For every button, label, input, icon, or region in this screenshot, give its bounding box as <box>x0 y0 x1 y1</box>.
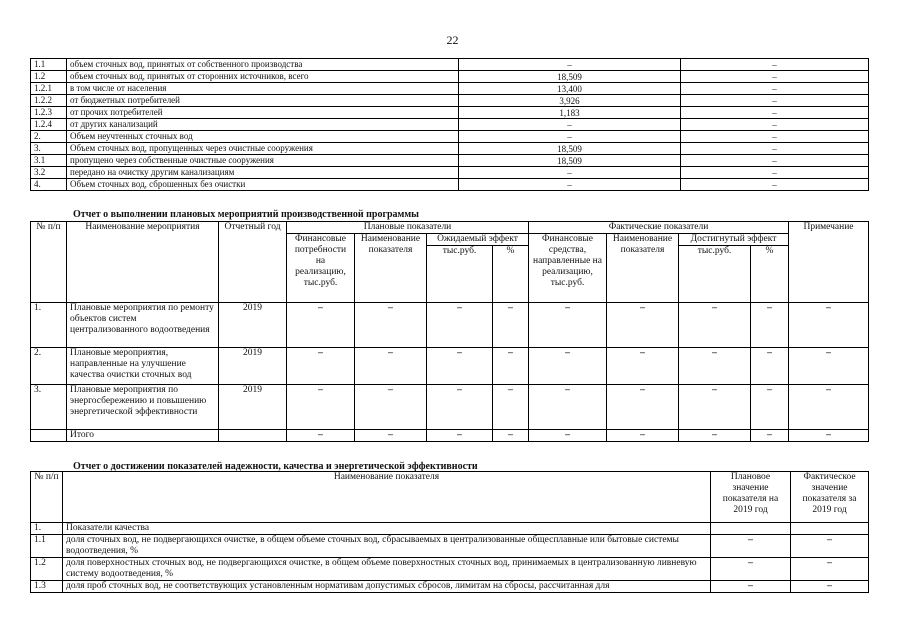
table-row <box>31 107 869 119</box>
cell-dash: – <box>679 430 751 442</box>
fact-value: – <box>681 155 869 167</box>
table-row <box>31 303 869 348</box>
header-year: Отчетный год <box>219 222 287 303</box>
fact-value: – <box>681 71 869 83</box>
cell-dash: – <box>493 430 529 442</box>
cell-dash: – <box>751 303 789 348</box>
cell-dash: – <box>355 430 427 442</box>
row-number: 1.2.1 <box>31 83 67 95</box>
table-row <box>31 71 869 83</box>
row-year <box>219 430 287 442</box>
fact-value: – <box>681 143 869 155</box>
header-num: № п/п <box>31 472 63 523</box>
plan-value: – <box>459 131 681 143</box>
row-number: 2. <box>31 348 67 385</box>
plan-value: 18,509 <box>459 155 681 167</box>
row-number: 3.1 <box>31 155 67 167</box>
header-fact-effect: Достигнутый эффект <box>679 234 789 246</box>
plan-value: – <box>459 179 681 191</box>
plan-value: – <box>459 119 681 131</box>
fact-value: – <box>681 119 869 131</box>
header-row <box>31 222 869 234</box>
row-name: объем сточных вод, принятых от собственного производства <box>67 59 459 71</box>
row-year: 2019 <box>219 385 287 430</box>
fact-value: – <box>791 558 869 581</box>
total-row <box>31 430 869 442</box>
cell-dash: – <box>287 303 355 348</box>
cell-dash: – <box>789 303 869 348</box>
header-plan-rub: тыс.руб. <box>427 246 493 303</box>
table-row <box>31 83 869 95</box>
table-row <box>31 59 869 71</box>
row-number: 1.2.2 <box>31 95 67 107</box>
row-name: от бюджетных потребителей <box>67 95 459 107</box>
row-number: 1.3 <box>31 581 63 593</box>
row-name: доля сточных вод, не подвергающихся очистке, в общем объеме сточных вод, сбрасываемых в централизованные общесплавные или бытовые системы водоотведения, % <box>63 535 711 558</box>
header-plan-effect: Ожидаемый эффект <box>427 234 529 246</box>
cell-dash: – <box>287 385 355 430</box>
cell-dash: – <box>607 430 679 442</box>
header-note: Примечание <box>789 222 869 303</box>
cell-dash: – <box>355 303 427 348</box>
fact-value: – <box>681 179 869 191</box>
row-name: Объем сточных вод, сброшенных без очистки <box>67 179 459 191</box>
cell-dash: – <box>751 385 789 430</box>
plan-value: 18,509 <box>459 71 681 83</box>
row-name: Показатели качества <box>63 523 711 535</box>
header-fact-indicator: Наименование показателя <box>607 234 679 303</box>
row-number <box>31 430 67 442</box>
row-name: Объем неучтенных сточных вод <box>67 131 459 143</box>
plan-value: – <box>711 558 791 581</box>
header-fact-pct: % <box>751 246 789 303</box>
cell-dash: – <box>427 430 493 442</box>
cell-dash: – <box>789 385 869 430</box>
table-row <box>31 558 869 581</box>
row-number: 3. <box>31 143 67 155</box>
cell-dash: – <box>355 385 427 430</box>
plan-value: – <box>711 535 791 558</box>
row-name: передано на очистку другим канализациям <box>67 167 459 179</box>
cell-dash: – <box>607 385 679 430</box>
row-name: доля поверхностных сточных вод, не подвергающихся очистке, в общем объеме поверхностных сточных вод, принимаемых в централизованную ливневую систему водоотведения, % <box>63 558 711 581</box>
cell-dash: – <box>789 348 869 385</box>
page-number: 22 <box>446 33 459 47</box>
cell-dash: – <box>789 430 869 442</box>
cell-dash: – <box>355 348 427 385</box>
cell-dash: – <box>287 430 355 442</box>
table-row <box>31 167 869 179</box>
table-row <box>31 581 869 593</box>
table-row <box>31 119 869 131</box>
row-number: 1. <box>31 523 63 535</box>
header-plan-group: Плановые показатели <box>287 222 529 234</box>
row-name: от других канализаций <box>67 119 459 131</box>
plan-value: – <box>459 59 681 71</box>
cell-dash: – <box>679 348 751 385</box>
fact-value: – <box>791 581 869 593</box>
row-number: 4. <box>31 179 67 191</box>
row-number: 2. <box>31 131 67 143</box>
wastewater-volume-table <box>30 58 869 191</box>
table-row <box>31 348 869 385</box>
cell-dash: – <box>493 348 529 385</box>
cell-dash: – <box>679 303 751 348</box>
header-name: Наименование показателя <box>63 472 711 523</box>
row-year: 2019 <box>219 348 287 385</box>
table-row <box>31 535 869 558</box>
table-row <box>31 385 869 430</box>
row-name: Плановые мероприятия по ремонту объектов систем централизованного водоотведения <box>67 303 219 348</box>
fact-value: – <box>681 107 869 119</box>
header-plan: Плановое значение показателя на 2019 год <box>711 472 791 523</box>
table-row <box>31 155 869 167</box>
cell-dash: – <box>529 348 607 385</box>
row-number: 1. <box>31 303 67 348</box>
fact-value: – <box>681 167 869 179</box>
plan-value: 13,400 <box>459 83 681 95</box>
row-name: пропущено через собственные очистные сооружения <box>67 155 459 167</box>
row-number: 1.2.4 <box>31 119 67 131</box>
row-number: 1.1 <box>31 59 67 71</box>
table-row <box>31 523 869 535</box>
fact-value: – <box>681 131 869 143</box>
table-row <box>31 179 869 191</box>
header-num: № п/п <box>31 222 67 303</box>
row-number: 1.2.3 <box>31 107 67 119</box>
fact-value: – <box>681 95 869 107</box>
row-name: в том числе от населения <box>67 83 459 95</box>
cell-dash: – <box>493 385 529 430</box>
header-fact: Фактическое значение показателя за 2019 год <box>791 472 869 523</box>
header-plan-indicator: Наименование показателя <box>355 234 427 303</box>
plan-value: 1,183 <box>459 107 681 119</box>
row-name: объем сточных вод, принятых от сторонних источников, всего <box>67 71 459 83</box>
cell-dash: – <box>607 348 679 385</box>
fact-value: – <box>681 59 869 71</box>
indicators-report-caption: Отчет о достижении показателей надежности, качества и энергетической эффективности <box>73 461 478 472</box>
fact-value <box>791 523 869 535</box>
table-row <box>31 143 869 155</box>
row-name: Объем сточных вод, пропущенных через очистные сооружения <box>67 143 459 155</box>
plan-value: – <box>459 167 681 179</box>
row-number: 1.2 <box>31 558 63 581</box>
header-fact-rub: тыс.руб. <box>679 246 751 303</box>
total-label: Итого <box>67 430 219 442</box>
fact-value: – <box>791 535 869 558</box>
header-row <box>31 472 869 523</box>
plan-value: 3,926 <box>459 95 681 107</box>
header-fact-group: Фактические показатели <box>529 222 789 234</box>
cell-dash: – <box>287 348 355 385</box>
row-number: 1.1 <box>31 535 63 558</box>
plan-value: 18,509 <box>459 143 681 155</box>
cell-dash: – <box>529 385 607 430</box>
cell-dash: – <box>427 385 493 430</box>
fact-value: – <box>681 83 869 95</box>
table-row <box>31 131 869 143</box>
table-row <box>31 95 869 107</box>
row-name: от прочих потребителей <box>67 107 459 119</box>
header-plan-fin: Финансовые потребности на реализацию, тыс.руб. <box>287 234 355 303</box>
header-fact-fin: Финансовые средства, направленные на реализацию, тыс.руб. <box>529 234 607 303</box>
row-name: доля проб сточных вод, не соответствующих установленным нормативам допустимых сбросов, лимитам на сбросы, рассчитанная для <box>63 581 711 593</box>
cell-dash: – <box>427 303 493 348</box>
header-plan-pct: % <box>493 246 529 303</box>
cell-dash: – <box>751 348 789 385</box>
row-number: 3.2 <box>31 167 67 179</box>
cell-dash: – <box>493 303 529 348</box>
row-year: 2019 <box>219 303 287 348</box>
plan-value <box>711 523 791 535</box>
indicators-table <box>30 471 869 593</box>
cell-dash: – <box>679 385 751 430</box>
row-name: Плановые мероприятия по энергосбережению и повышению энергетической эффективности <box>67 385 219 430</box>
cell-dash: – <box>529 303 607 348</box>
row-number: 1.2 <box>31 71 67 83</box>
row-number: 3. <box>31 385 67 430</box>
row-name: Плановые мероприятия, направленные на улучшение качества очистки сточных вод <box>67 348 219 385</box>
cell-dash: – <box>529 430 607 442</box>
cell-dash: – <box>427 348 493 385</box>
plan-value: – <box>711 581 791 593</box>
program-report-caption: Отчет о выполнении плановых мероприятий производственной программы <box>73 209 419 220</box>
cell-dash: – <box>751 430 789 442</box>
header-name: Наименование мероприятия <box>67 222 219 303</box>
cell-dash: – <box>607 303 679 348</box>
program-measures-table <box>30 221 869 442</box>
